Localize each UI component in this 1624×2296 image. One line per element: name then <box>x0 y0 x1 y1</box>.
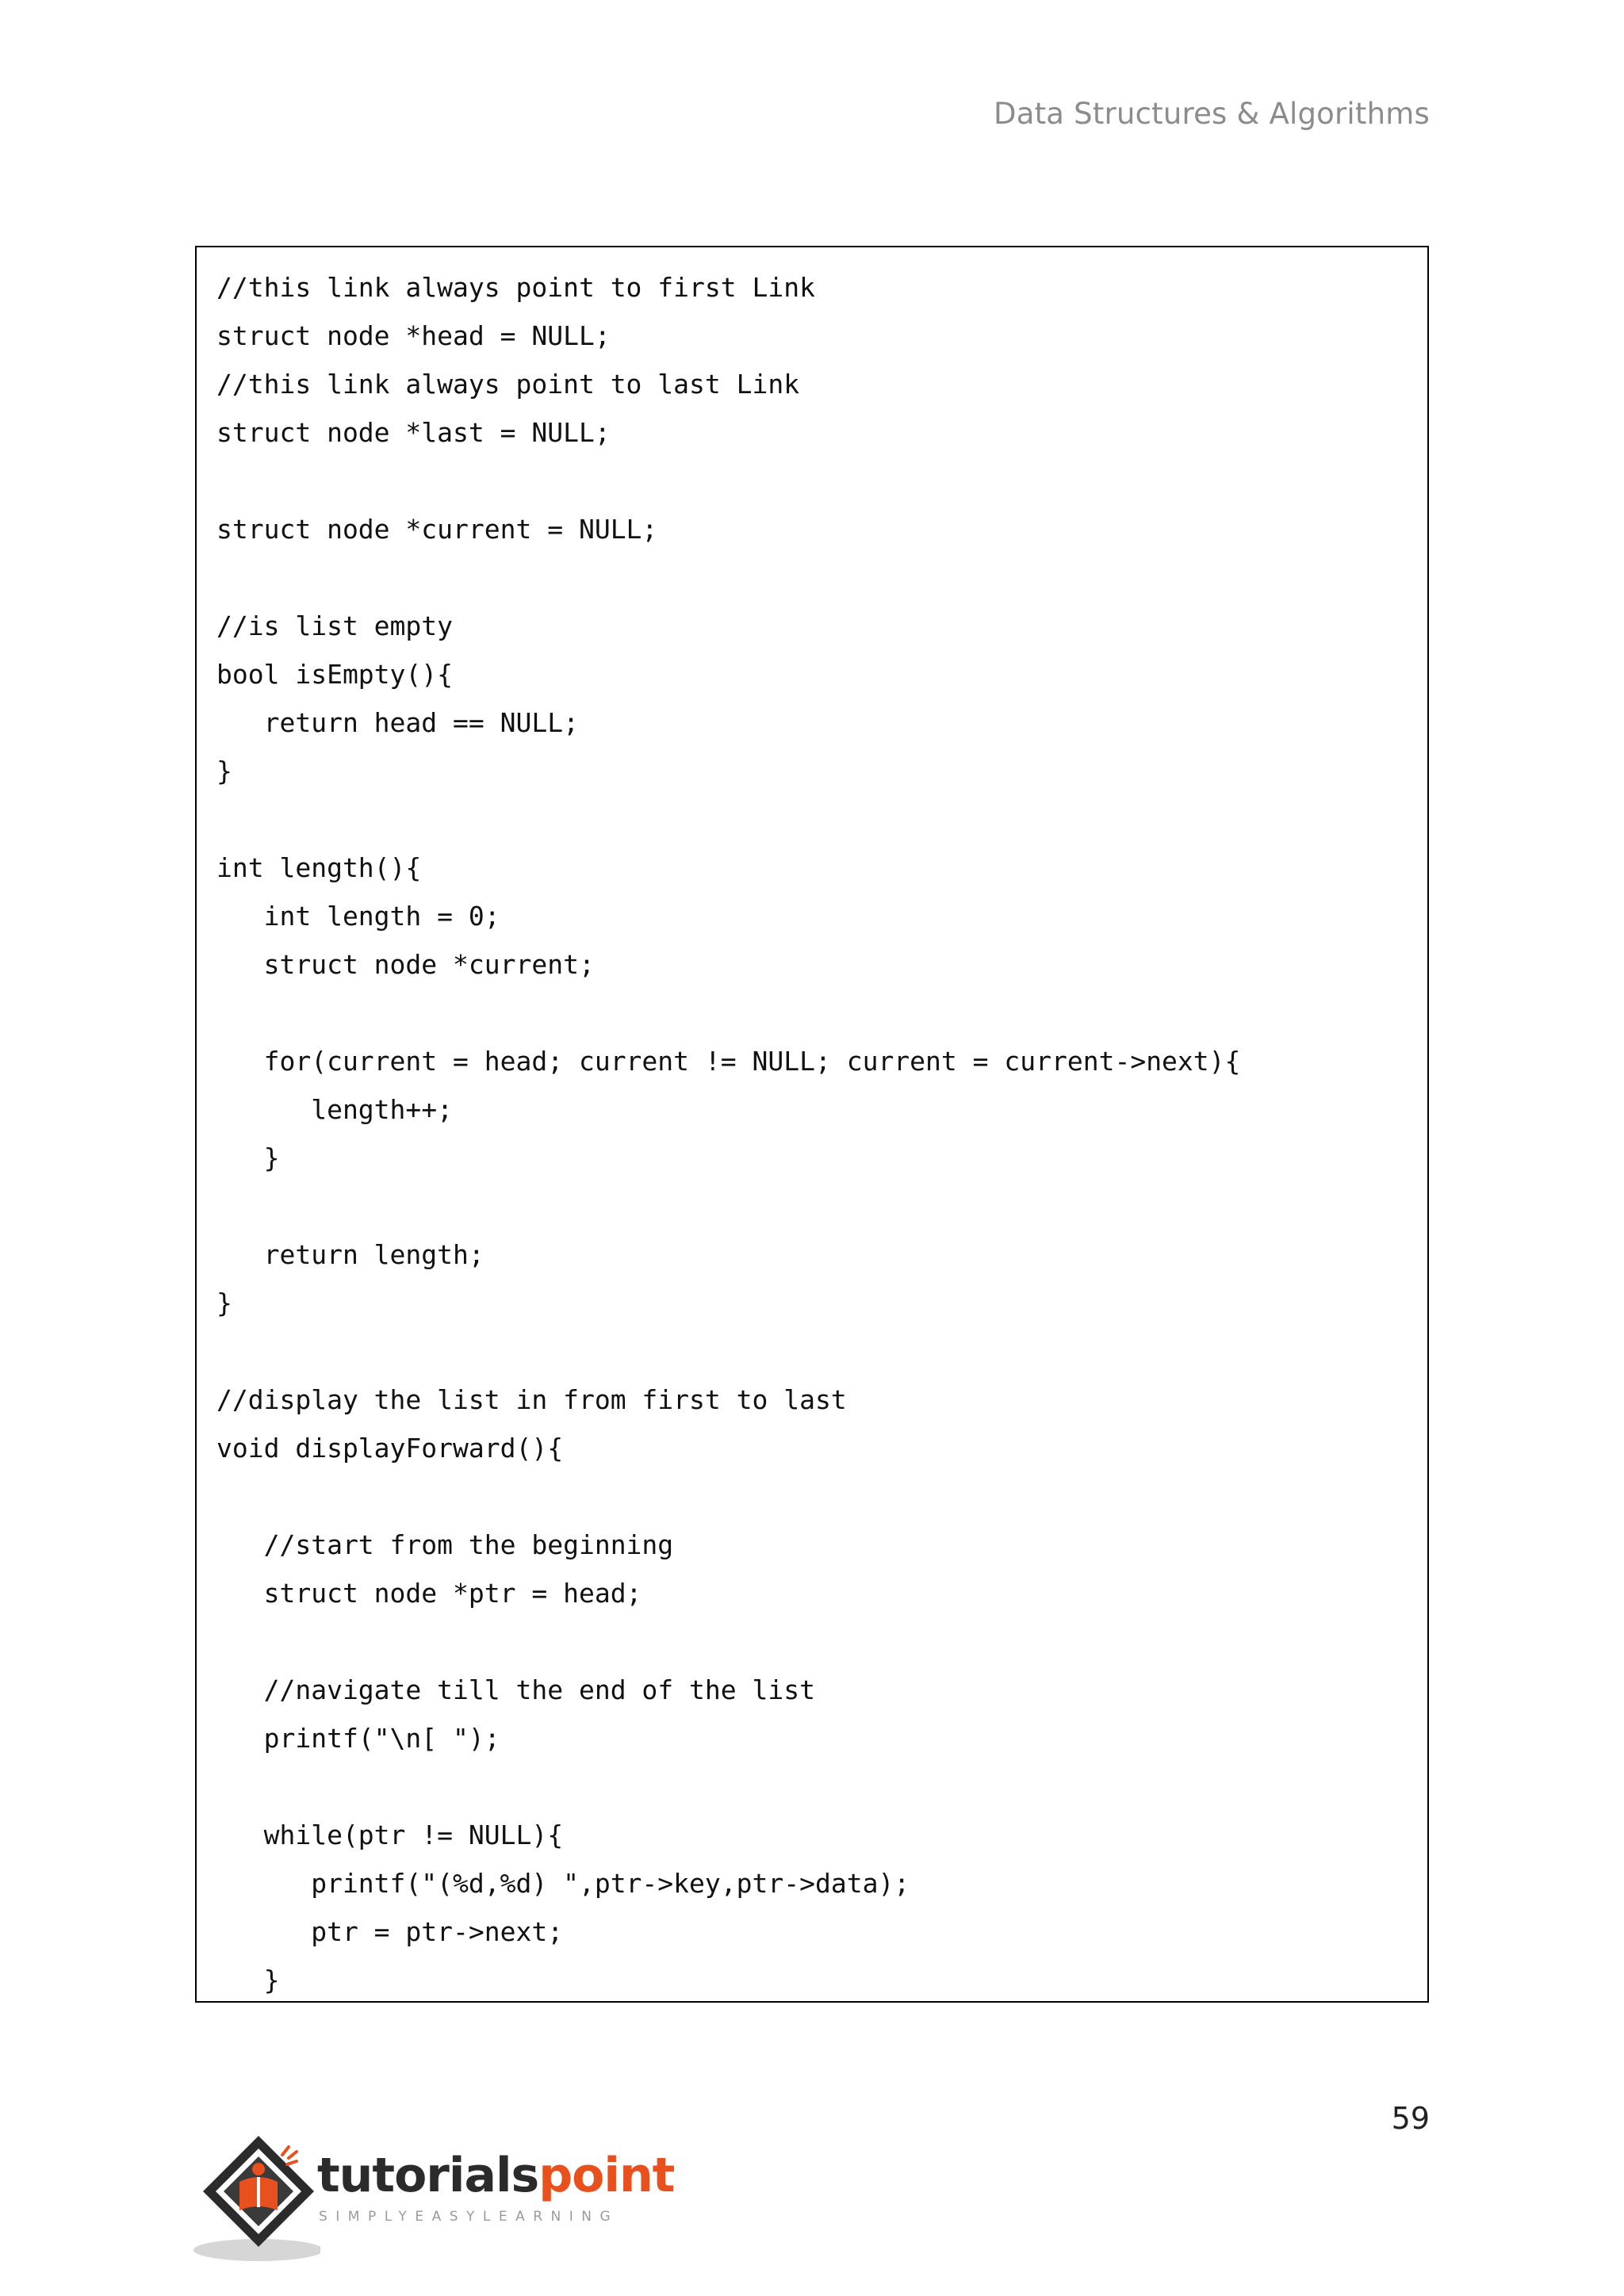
logo-wordmark <box>317 2148 675 2203</box>
logo-wordmark-part2: point <box>538 2148 675 2203</box>
code-line: struct node *ptr = head; <box>216 1578 642 1609</box>
code-line: while(ptr != NULL){ <box>216 1820 564 1850</box>
code-line: return head == NULL; <box>216 707 579 738</box>
code-line: ptr = ptr->next; <box>216 1916 564 1947</box>
code-line: int length = 0; <box>216 901 500 932</box>
code-line: printf("(%d,%d) ",ptr->key,ptr->data); <box>216 1868 910 1899</box>
code-line: //start from the beginning <box>216 1529 674 1560</box>
code-line <box>216 1617 1240 1666</box>
code-line: struct node *current; <box>216 949 595 980</box>
code-line: struct node *last = NULL; <box>216 417 611 448</box>
code-line: //this link always point to first Link <box>216 272 815 303</box>
logo-emblem-icon <box>193 2131 320 2264</box>
code-line: } <box>216 1965 280 1996</box>
code-line: void displayForward(){ <box>216 1433 564 1464</box>
code-line <box>216 457 1240 505</box>
code-line <box>216 1472 1240 1521</box>
code-line: printf("\n[ "); <box>216 1723 500 1754</box>
code-line: struct node *head = NULL; <box>216 320 611 351</box>
code-line: } <box>216 756 232 786</box>
code-line: int length(){ <box>216 852 422 883</box>
code-line: length++; <box>216 1094 454 1125</box>
code-line <box>216 1762 1240 1811</box>
code-line: } <box>216 1142 280 1173</box>
code-line: //is list empty <box>216 610 454 641</box>
code-line <box>216 553 1240 602</box>
code-line <box>216 989 1240 1037</box>
tutorialspoint-logo <box>193 2131 675 2264</box>
logo-tagline: SIMPLYEASYLEARNING <box>319 2209 619 2225</box>
code-line <box>216 1327 1240 1376</box>
logo-wordmark-part1: tutorials <box>317 2148 539 2203</box>
code-listing <box>195 246 1429 2003</box>
code-line: return length; <box>216 1239 485 1270</box>
code-line: bool isEmpty(){ <box>216 659 454 690</box>
code-line: } <box>216 1288 232 1318</box>
code-line: //display the list in from first to last <box>216 1384 847 1415</box>
code-line: for(current = head; current != NULL; current = current->next){ <box>216 1046 1241 1077</box>
page-number: 59 <box>1391 2101 1430 2136</box>
code-line <box>216 795 1240 844</box>
code-lines <box>216 263 1240 2003</box>
code-line: //navigate till the end of the list <box>216 1674 815 1705</box>
code-line: struct node *current = NULL; <box>216 514 658 545</box>
running-header-title: Data Structures & Algorithms <box>994 97 1430 131</box>
code-line <box>216 1182 1240 1230</box>
code-line: //this link always point to last Link <box>216 369 800 400</box>
